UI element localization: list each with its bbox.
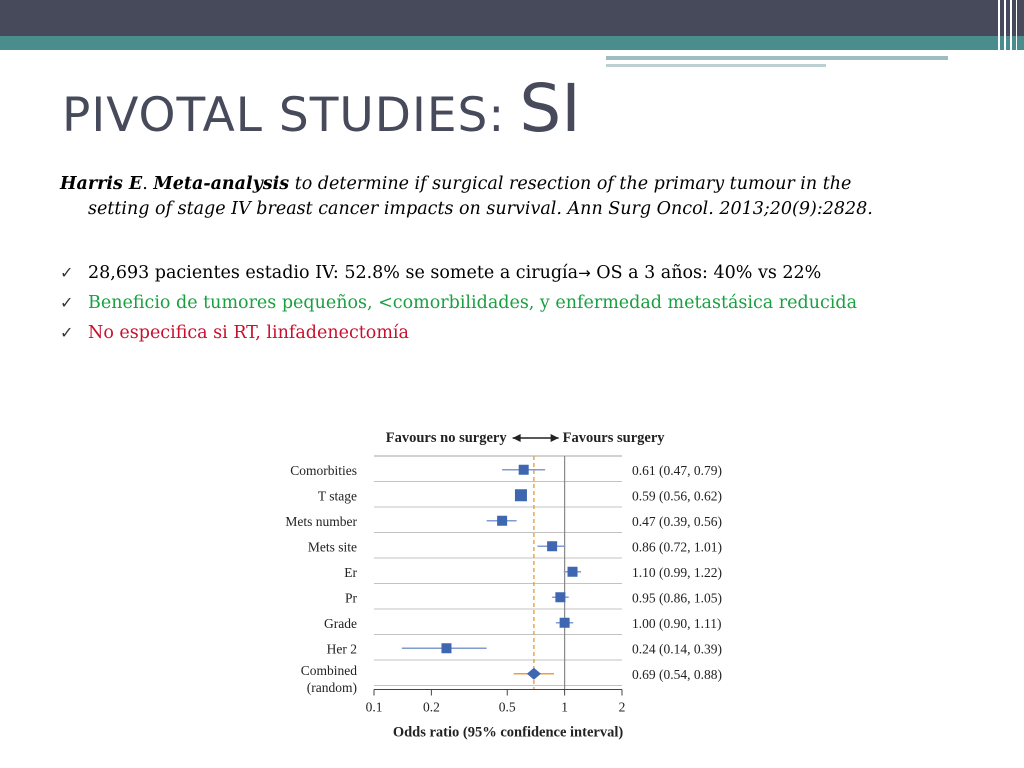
slide-title	[62, 70, 581, 147]
row-label: Combined	[300, 662, 357, 678]
accent-line	[606, 56, 948, 60]
estimate-square	[568, 567, 578, 577]
reference-meta: Meta-analysis	[153, 174, 290, 194]
x-tick-label: 0.1	[365, 699, 383, 715]
favours-surgery-label: Favours surgery	[562, 430, 665, 446]
x-tick-label: 1	[561, 699, 568, 715]
accent-band	[0, 36, 1024, 50]
x-tick-label: 2	[618, 699, 626, 715]
row-label: Grade	[324, 615, 357, 631]
ci-text: 0.24 (0.14, 0.39)	[632, 641, 722, 657]
ci-text: 0.47 (0.39, 0.56)	[632, 513, 722, 529]
bullet-item	[60, 258, 857, 288]
arrow-icon: →	[578, 264, 591, 282]
ci-text: 0.95 (0.86, 1.05)	[632, 590, 722, 606]
accent-line	[606, 64, 826, 67]
slide-title-suffix: SI	[519, 70, 581, 147]
row-label: Mets number	[285, 513, 357, 529]
reference-separator: .	[142, 174, 154, 194]
estimate-square	[515, 489, 527, 501]
bullet-text: 28,693 pacientes estadio IV: 52.8% se somete a cirugía	[88, 263, 579, 283]
row-label: Er	[344, 564, 357, 580]
reference-author: Harris E	[60, 174, 143, 194]
checkmark-icon: ✓	[60, 293, 74, 312]
reference-line2: setting of stage IV breast cancer impacts on survival. Ann Surg Oncol. 2013;20(9):2828.	[88, 199, 873, 219]
ci-text: 0.86 (0.72, 1.01)	[632, 539, 722, 555]
row-label: Mets site	[307, 539, 357, 555]
ci-text: 1.00 (0.90, 1.11)	[632, 615, 722, 631]
row-label: (random)	[306, 679, 357, 695]
bullet-item	[60, 318, 857, 348]
bullet-text: OS a 3 años: 40% vs 22%	[590, 263, 822, 283]
bullet-item	[60, 288, 857, 318]
ci-text: 0.69 (0.54, 0.88)	[632, 666, 722, 682]
row-label: Her 2	[326, 641, 357, 657]
slide-title-main: PIVOTAL STUDIES:	[62, 88, 506, 143]
bullet-list	[60, 258, 857, 348]
estimate-square	[441, 643, 451, 653]
decorative-rail	[996, 0, 1024, 72]
combined-diamond	[527, 668, 541, 680]
row-label: Comorbities	[290, 462, 357, 478]
row-label: Pr	[344, 590, 357, 606]
estimate-square	[560, 618, 570, 628]
bullet-text: No especifica si RT, linfadenectomía	[88, 323, 409, 343]
forest-plot	[262, 422, 762, 752]
x-tick-label: 0.2	[422, 699, 440, 715]
estimate-square	[547, 541, 557, 551]
row-label: T stage	[317, 488, 357, 504]
ci-text: 0.59 (0.56, 0.62)	[632, 488, 722, 504]
checkmark-icon: ✓	[60, 263, 74, 282]
estimate-square	[555, 592, 565, 602]
header-band	[0, 0, 1024, 36]
reference-citation	[60, 172, 960, 222]
x-axis-title: Odds ratio (95% confidence interval)	[392, 724, 624, 741]
arrow-left-icon	[513, 434, 521, 442]
arrow-right-icon	[551, 434, 559, 442]
estimate-square	[497, 516, 507, 526]
ci-text: 0.61 (0.47, 0.79)	[632, 462, 722, 478]
reference-line1: to determine if surgical resection of the primary tumour in the	[289, 174, 852, 194]
favours-no-surgery-label: Favours no surgery	[385, 430, 507, 446]
estimate-square	[519, 465, 529, 475]
ci-text: 1.10 (0.99, 1.22)	[632, 564, 722, 580]
bullet-text: Beneficio de tumores pequeños, <comorbilidades, y enfermedad metastásica reducida	[88, 293, 858, 313]
x-tick-label: 0.5	[498, 699, 516, 715]
checkmark-icon: ✓	[60, 323, 74, 342]
